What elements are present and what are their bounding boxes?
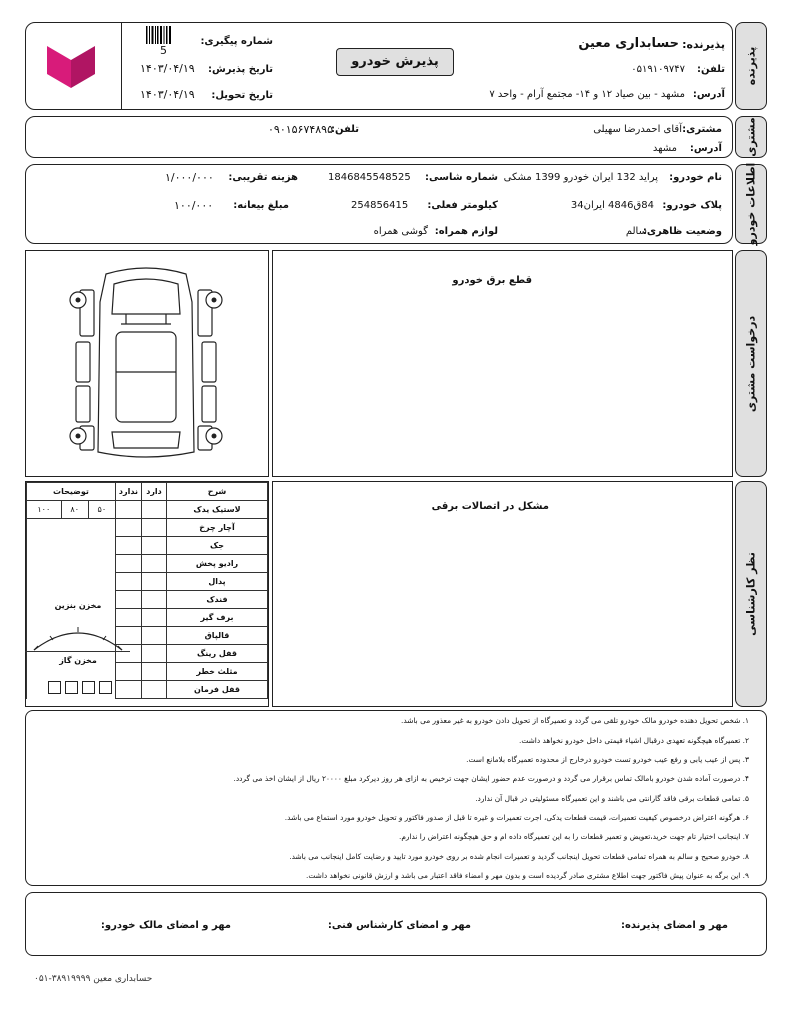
gas-level-box[interactable] xyxy=(99,681,112,694)
has-cell[interactable] xyxy=(142,537,167,555)
checklist-item: قفل فرمان xyxy=(167,681,268,699)
customer-box xyxy=(25,116,733,158)
delivery-date-value: ۱۴۰۳/۰۴/۱۹ xyxy=(140,88,195,101)
appearance-value: سالم xyxy=(625,226,647,237)
reception-date-value: ۱۴۰۳/۰۴/۱۹ xyxy=(140,62,195,75)
has-cell[interactable] xyxy=(142,501,167,519)
customer-name-label: مشتری: xyxy=(682,124,722,135)
expert-signature-label: مهر و امضای کارشناس فنی: xyxy=(327,920,471,931)
has-cell[interactable] xyxy=(142,555,167,573)
km-value: 254856415 xyxy=(351,200,409,211)
footer-text: حسابداری معین ۳۸۹۱۹۹۹۹-۰۵۱ xyxy=(34,974,153,984)
rule-item: ۵. تمامی قطعات برقی فاقد گارانتی می باشند و این تعمیرگاه مسئولیتی در قبال آن ندارد. xyxy=(475,794,749,803)
hasnot-cell[interactable] xyxy=(115,501,141,519)
vehicle-side-tab xyxy=(735,164,767,244)
has-cell[interactable] xyxy=(142,591,167,609)
chassis-value: 1846845548525 xyxy=(328,172,411,183)
fuel-gauge xyxy=(30,622,126,652)
col-notes-header: توضیحات xyxy=(27,483,116,501)
customer-name-value: آقای احمدرضا سهیلی xyxy=(593,124,682,135)
checklist-item: پدال xyxy=(167,573,268,591)
checklist-table xyxy=(26,482,268,699)
receiver-signature-label: مهر و امضای پذیرنده: xyxy=(620,920,728,931)
receiver-phone-label: تلفن: xyxy=(696,64,725,75)
tire-value: ۸۰ xyxy=(61,501,88,519)
rule-item: ۴. درصورت آماده شدن خودرو بامالک تماس برقرار می گردد و درصورت عدم حضور ایشان جهت ترخیص به ازای هر روز دیرکرد مبلغ ۲۰۰۰۰ ریال از ایشان اخذ می گردد. xyxy=(233,774,749,783)
has-cell[interactable] xyxy=(142,663,167,681)
gauge-divider xyxy=(25,651,130,652)
has-cell[interactable] xyxy=(142,681,167,699)
has-cell[interactable] xyxy=(142,627,167,645)
hasnot-cell[interactable] xyxy=(115,681,141,699)
rule-item: ۷. اینجانب اختیار تام جهت خرید،تعویض و تعمیر قطعات را به این تعمیرگاه داده ام و حق هیچگونه اعتراض را ندارم. xyxy=(398,832,749,841)
tire-value: ۵۰ xyxy=(88,501,115,519)
plate-label: پلاک خودرو: xyxy=(662,200,722,211)
rule-item: ۹. این برگه به عنوان پیش فاکتور جهت اطلاع مشتری صادر گردیده است و بدون مهر و امضاء فاقد اعتبار می باشد و ارزش قانونی نخواهد داشت. xyxy=(306,871,749,880)
checklist-item: مثلث خطر xyxy=(167,663,268,681)
tire-value: ۱۰۰ xyxy=(27,501,62,519)
chassis-label: شماره شاسی: xyxy=(425,172,498,183)
accessories-value: گوشی همراه xyxy=(373,226,428,237)
receiver-side-label: پذیرنده xyxy=(744,46,758,86)
customer-phone-label: تلفن: xyxy=(330,124,359,135)
hasnot-cell[interactable] xyxy=(115,537,141,555)
expert-box xyxy=(272,481,733,707)
car-diagram xyxy=(66,262,226,465)
col-desc-header: شرح xyxy=(167,483,268,501)
rule-item: ۸. خودرو صحیح و سالم به همراه تمامی قطعات تحویل اینجانب گردید و تعمیرات انجام شده بر روی خودرو مورد تایید و رضایت کامل اینجانب می باشد. xyxy=(289,852,749,861)
deposit-label: مبلغ بیعانه: xyxy=(233,200,289,211)
request-side-tab xyxy=(735,250,767,477)
receiver-address-value: مشهد - بین صیاد ۱۲ و ۱۴- مجتمع آرام - واحد ۷ xyxy=(489,89,685,100)
owner-signature-label: مهر و امضای مالک خودرو: xyxy=(100,920,231,931)
checklist-item: رادیو پخش xyxy=(167,555,268,573)
reception-date-label: تاریخ پذیرش: xyxy=(207,64,273,75)
hasnot-cell[interactable] xyxy=(115,555,141,573)
rule-item: ۶. هرگونه اعتراض درخصوص کیفیت تعمیرات، قیمت قطعات یدکی، اجرت تعمیرات و غیره تا قبل از صدور فاکتور و تحویل خودرو مورد استماع می باشد. xyxy=(284,813,749,822)
gas-level-box[interactable] xyxy=(65,681,78,694)
checklist-item: برف گیر xyxy=(167,609,268,627)
expert-side-label: نظر کارشناسی xyxy=(744,552,758,636)
checklist-item: فندک xyxy=(167,591,268,609)
rule-item: ۳. پس از عیب یابی و رفع عیب خودرو تست خودرو درخارج از محدوده تعمیرگاه بلامانع است. xyxy=(466,755,749,764)
form-title: پذیرش خودرو xyxy=(351,54,439,69)
hasnot-cell[interactable] xyxy=(115,519,141,537)
estimate-label: هزینه تقریبی: xyxy=(228,172,298,183)
estimate-value: ۱/۰۰۰/۰۰۰ xyxy=(165,171,214,184)
hasnot-cell[interactable] xyxy=(115,663,141,681)
appearance-label: وضعیت ظاهری: xyxy=(642,226,722,237)
gas-level-boxes xyxy=(46,679,114,698)
rule-item: ۱. شخص تحویل دهنده خودرو مالک خودرو تلقی می گردد و تعمیرگاه از تحویل دادن خودرو به غیر معذور می باشد. xyxy=(400,716,749,725)
km-label: کیلومتر فعلی: xyxy=(427,200,498,211)
checklist-item: آچار چرخ xyxy=(167,519,268,537)
has-cell[interactable] xyxy=(142,573,167,591)
gas-tank-label: مخزن گاز xyxy=(59,656,97,665)
rule-item: ۲. تعمیرگاه هیچگونه تعهدی درقبال اشیاء قیمتی داخل خودرو نخواهد داشت. xyxy=(518,736,749,745)
vehicle-side-label: اطلاعات خودرو xyxy=(744,162,758,246)
customer-phone-value: ۰۹۰۱۵۶۷۴۸۹۵ xyxy=(268,123,333,136)
request-side-label: درخواست مشتری xyxy=(744,315,758,412)
hasnot-cell[interactable] xyxy=(115,573,141,591)
checklist-item: قالپاق xyxy=(167,627,268,645)
tracking-number: 5 xyxy=(160,44,167,57)
receiver-address-label: آدرس: xyxy=(692,89,725,100)
col-has-header: دارد xyxy=(142,483,167,501)
company-logo xyxy=(47,42,95,88)
accessories-label: لوازم همراه: xyxy=(434,226,498,237)
has-cell[interactable] xyxy=(142,519,167,537)
checklist-item: قفل رینگ xyxy=(167,645,268,663)
vehicle-name-label: نام خودرو: xyxy=(669,172,722,183)
has-cell[interactable] xyxy=(142,645,167,663)
col-hasnot-header: ندارد xyxy=(115,483,141,501)
plate-value: 84ق4846 ایران34 xyxy=(570,200,654,211)
deposit-value: ۱۰۰/۰۰۰ xyxy=(174,199,214,212)
customer-address-value: مشهد xyxy=(652,143,677,154)
request-text: قطع برق خودرو xyxy=(452,275,532,286)
gas-level-box[interactable] xyxy=(82,681,95,694)
tracking-label: شماره پیگیری: xyxy=(200,36,273,47)
customer-side-label: مشتری xyxy=(744,117,758,157)
barcode xyxy=(146,26,172,44)
company-name: حسابداری معین xyxy=(578,36,679,51)
vehicle-name-value: پراید 132 ایران خودرو 1399 مشکی xyxy=(503,172,658,183)
fuel-tank-label: مخزن بنزین xyxy=(54,601,102,610)
customer-side-tab xyxy=(735,116,767,158)
delivery-date-label: تاریخ تحویل: xyxy=(211,90,273,101)
hasnot-cell[interactable] xyxy=(115,591,141,609)
gas-level-box[interactable] xyxy=(48,681,61,694)
checklist-item: لاستیک یدک xyxy=(167,501,268,519)
expert-side-tab xyxy=(735,481,767,707)
expert-text: مشکل در اتصالات برقی xyxy=(431,501,549,512)
company-label: پذیرنده: xyxy=(682,38,725,51)
receiver-phone-value: ۰۵۱۹۱۰۹۷۴۷ xyxy=(631,64,685,75)
checklist-item: جک xyxy=(167,537,268,555)
header-divider xyxy=(121,22,122,110)
has-cell[interactable] xyxy=(142,609,167,627)
customer-address-label: آدرس: xyxy=(689,143,722,154)
receiver-side-tab xyxy=(735,22,767,110)
checklist-box xyxy=(25,481,269,707)
